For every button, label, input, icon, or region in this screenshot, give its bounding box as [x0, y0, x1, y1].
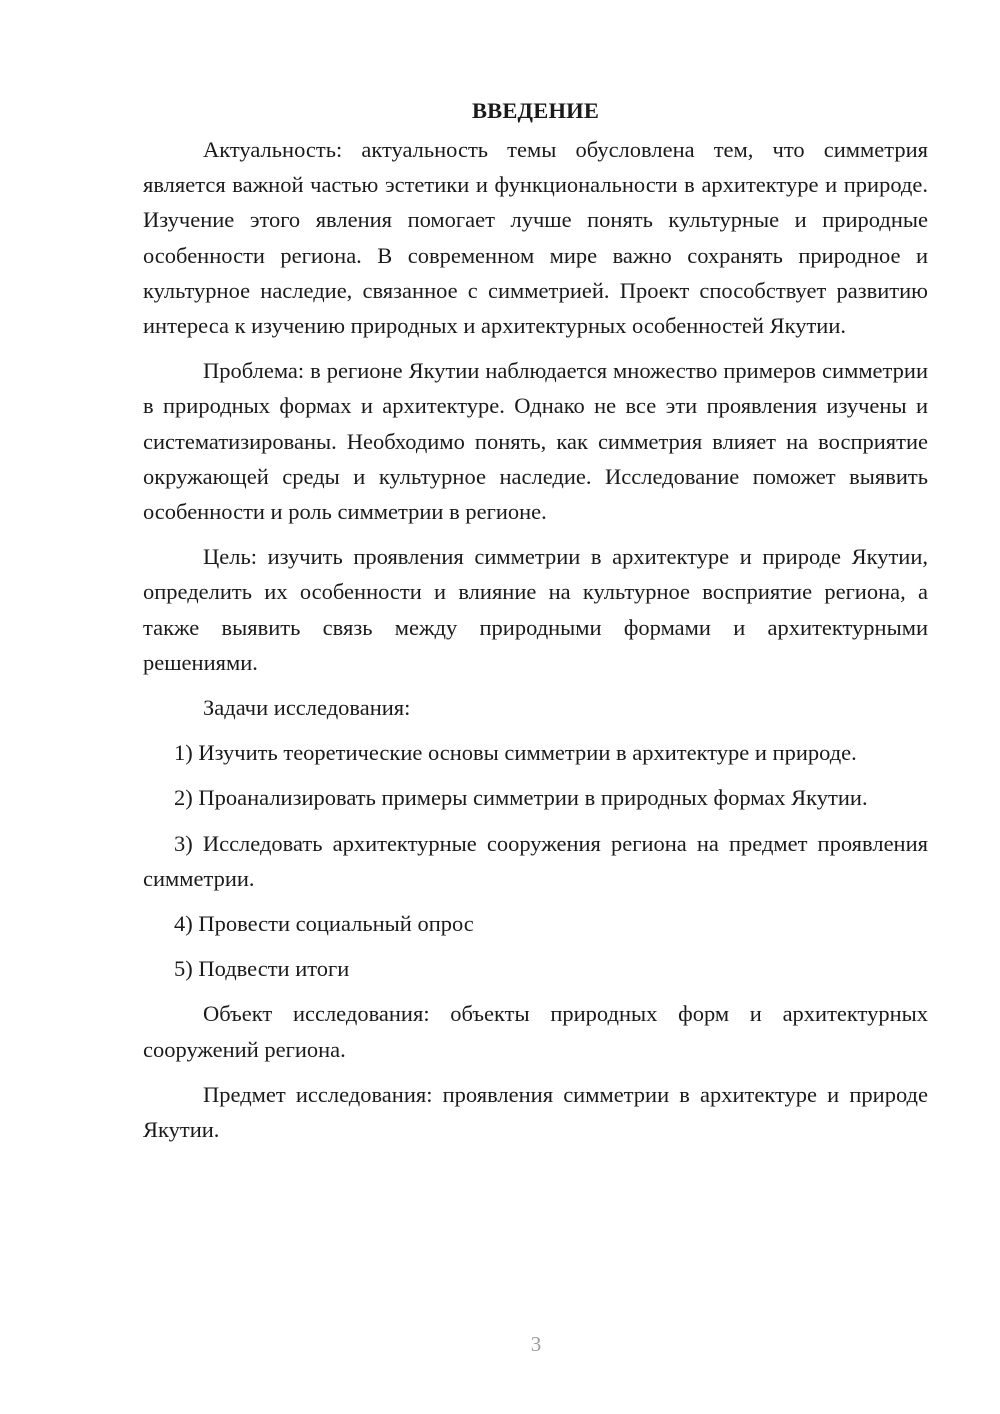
tasks-list: [143, 735, 928, 986]
object-paragraph: Объект исследования: объекты природных форм и архитектурных сооружений региона.: [143, 1001, 928, 1062]
task-item: 5) Подвести итоги: [174, 956, 350, 982]
relevance-paragraph: Актуальность: актуальность темы обусловлена тем, что симметрия является важной частью эстетики и функциональности в архитектуре и природе. Изучение этого явления помогает лучше понять культурные и природные особенности региона. В современном мире важно сохранять природное и культурное наследие, связанное с симметрией. Проект способствует развитию интереса к изучению природных и архитектурных особенностей Якутии.: [143, 137, 928, 339]
subject-paragraph: Предмет исследования: проявления симметрии в архитектуре и природе Якутии.: [143, 1081, 928, 1143]
task-item: 2) Проанализировать примеры симметрии в природных формах Якутии.: [174, 785, 868, 811]
page-number: 3: [530, 1332, 542, 1356]
section-title: ВВЕДЕНИЕ: [471, 98, 600, 123]
task-item: 3) Исследовать архитектурные сооружения региона на предмет проявления симметрии.: [143, 830, 928, 891]
goal-paragraph: Цель: изучить проявления симметрии в архитектуре и природе Якутии, определить их особенности и влияние на культурное восприятие региона, а также выявить связь между природными формами и архитектурными решениями.: [143, 544, 928, 675]
problem-paragraph: Проблема: в регионе Якутии наблюдается множество примеров симметрии в природных формах и архитектуре. Однако не все эти проявления изучены и систематизированы. Необходимо понять, как симметрия влияет на восприятие окружающей среды и культурное наследие. Исследование поможет выявить особенности и роль симметрии в регионе.: [143, 358, 928, 525]
task-item: 1) Изучить теоретические основы симметрии в архитектуре и природе.: [174, 740, 857, 766]
task-item: 4) Провести социальный опрос: [174, 911, 474, 937]
tasks-label: Задачи исследования:: [203, 695, 411, 721]
document-page: [143, 92, 928, 1157]
